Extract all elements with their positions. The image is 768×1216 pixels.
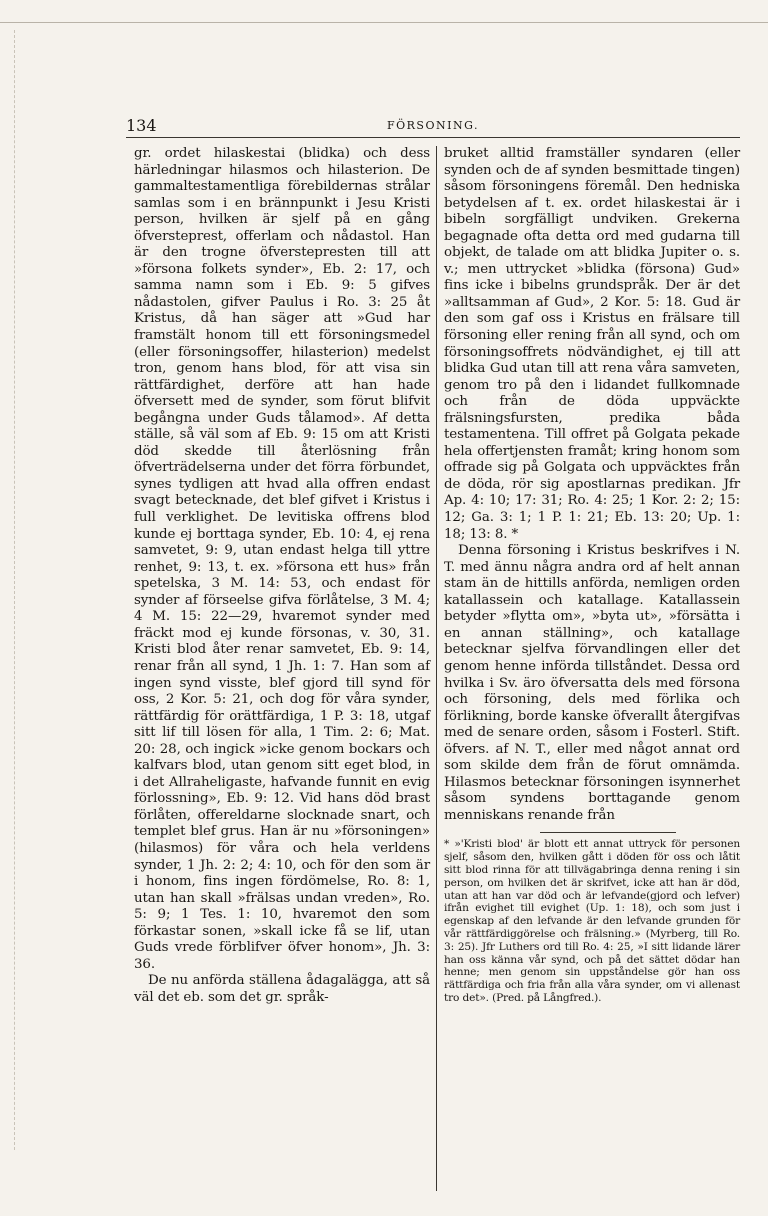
page-top-edge <box>0 22 768 23</box>
header-rule <box>126 137 740 138</box>
page-fold-mark <box>14 30 15 1150</box>
running-title: FÖRSONING. <box>387 119 479 132</box>
left-paragraph-2: De nu anförda ställena ådagalägga, att så väl det eb. som det gr. språk- <box>134 973 430 1005</box>
right-paragraph-1: bruket alltid framställer syndaren (eller synden och de af synden besmittade tingen) såsom försoningens föremål. Den hedniska betydelsen af t. ex. ordet hilaskestai är i bibeln sorgfälligt undviken. Grekerna begagnade ofta detta ord med gudarna till objekt, de talade om att blidka Jupiter o. s. v.; men uttrycket »blidka (försona) Gud» fins icke i bibelns grundspråk. Der är det »alltsamman af Gud», 2 Kor. 5: 18. Gud är den som gaf oss i Kristus en frälsare till försoning eller rening från all synd, och om försoningsoffrets nödvändighet, ej till att blidka Gud utan till att rena våra samveten, genom tro på den i lidandet fullkomnade och från de döda uppväckte frälsningsfursten, predika båda testamentena. Till offret på Golgata pekade hela offertjensten framåt; kring honom som offrade sig på Golgata och uppväcktes från de döda, rör sig apostlarnas predikan. Jfr Ap. 4: 10; 17: 31; Ro. 4: 25; 1 Kor. 2: 2; 15: 12; Ga. 3: 1; 1 P. 1: 21; Eb. 13: 20; Up. 1: 18; 13: 8. * <box>444 146 740 542</box>
footnote: * »'Kristi blod' är blott ett annat uttryck för personen sjelf, såsom den, hvilken gått i döden för oss och låtit sitt blod rinna för att tillvägabringa denna rening i sin person, om hvilken det är skrifvet, icke att han är död, utan att han var död och är lefvande(gjord och lefver) ifrån evighet till evighet (Up. 1: 18), och som just i egenskap af den lefvande är den lefvande grunden för vår rättfärdiggörelse och frälsning.» (Myrberg, till Ro. 3: 25). Jfr Luthers ord till Ro. 4: 25, »I sitt lidande lärer han oss känna vår synd, och på det sättet dödar han henne; men genom sin uppståndelse gör han oss rättfärdiga och fria från alla våra synder, om vi allenast tro det». (Pred. på Långfred.). <box>444 838 740 1004</box>
left-column <box>134 146 430 1006</box>
footnote-rule <box>540 832 676 833</box>
right-paragraph-2: Denna försoning i Kristus beskrifves i N. T. med ännu några andra ord af helt annan stam än de hittills anförda, nemligen orden katallassein och katallage. Katallassein betyder »flytta om», »byta ut», »försätta i en annan ställning», och katallage betecknar sjelfva förvandlingen eller det genom henne införda tillståndet. Dessa ord hvilka i Sv. äro öfversatta dels med försona och försoning, dels med förlika och förlikning, borde kanske öfverallt återgifvas med de senare orden, såsom i Fosterl. Stift. öfvers. af N. T., eller med något annat ord som skilde dem från de förut omnämda. Hilasmos betecknar försoningen isynnerhet såsom syndens borttagande genom menniskans renande från <box>444 543 740 823</box>
left-paragraph-1: gr. ordet hilaskestai (blidka) och dess härledningar hilasmos och hilasterion. De gammaltestamentliga förebildernas strålar samlas som i en brännpunkt i Jesu Kristi person, hvilken är sjelf på en gång öfversteprest, offerlam och nådastol. Han är den trogne öfverstepresten till att »försona folkets synder», Eb. 2: 17, och samma namn som i Eb. 9: 5 gifves nådastolen, gifver Paulus i Ro. 3: 25 åt Kristus, då han säger att »Gud har framstält honom till ett försoningsmedel (eller försoningsoffer, hilasterion) medelst tron, genom hans blod, för att visa sin rättfärdighet, derföre att han hade öfversett med de synder, som förut blifvit begångna under Guds tålamod». Af detta ställe, så väl som af Eb. 9: 15 om att Kristi död skedde till återlösning från öfverträdelserna under det förra förbundet, synes tydligen att hvad alla offren endast svagt betecknade, det blef gifvet i Kristus i full verklighet. De levitiska offrens blod kunde ej borttaga synder, Eb. 10: 4, ej rena samvetet, 9: 9, utan endast helga till yttre renhet, 9: 13, t. ex. »försona ett hus» från spetelska, 3 M. 14: 53, och endast för synder af förseelse gifva förlåtelse, 3 M. 4; 4 M. 15: 22—29, hvaremot synder med fräckt mod ej kunde försonas, v. 30, 31. Kristi blod åter renar samvetet, Eb. 9: 14, renar från all synd, 1 Jh. 1: 7. Han som af ingen synd visste, blef gjord till synd för oss, 2 Kor. 5: 21, och dog för våra synder, rättfärdig för orättfärdiga, 1 P. 3: 18, utgaf sitt lif till lösen för alla, 1 Tim. 2: 6; Mat. 20: 28, och ingick »icke genom bockars och kalfvars blod, utan genom sitt eget blod, in i det Allraheligaste, hafvande funnit en evig förlossning», Eb. 9: 12. Vid hans död brast förlåten, offereldarne slocknade snart, och templet blef grus. Han är nu »försoningen» (hilasmos) för våra och hela verldens synder, 1 Jh. 2: 2; 4: 10, och för den som är i honom, fins ingen fördömelse, Ro. 8: 1, utan han skall »frälsas undan vreden», Ro. 5: 9; 1 Tes. 1: 10, hvaremot den som förkastar sonen, »skall icke få se lif, utan Guds vrede förblifver öfver honom», Jh. 3: 36. <box>134 146 430 972</box>
column-divider <box>436 146 437 1191</box>
right-column <box>444 146 740 1005</box>
page-number: 134 <box>126 116 157 135</box>
